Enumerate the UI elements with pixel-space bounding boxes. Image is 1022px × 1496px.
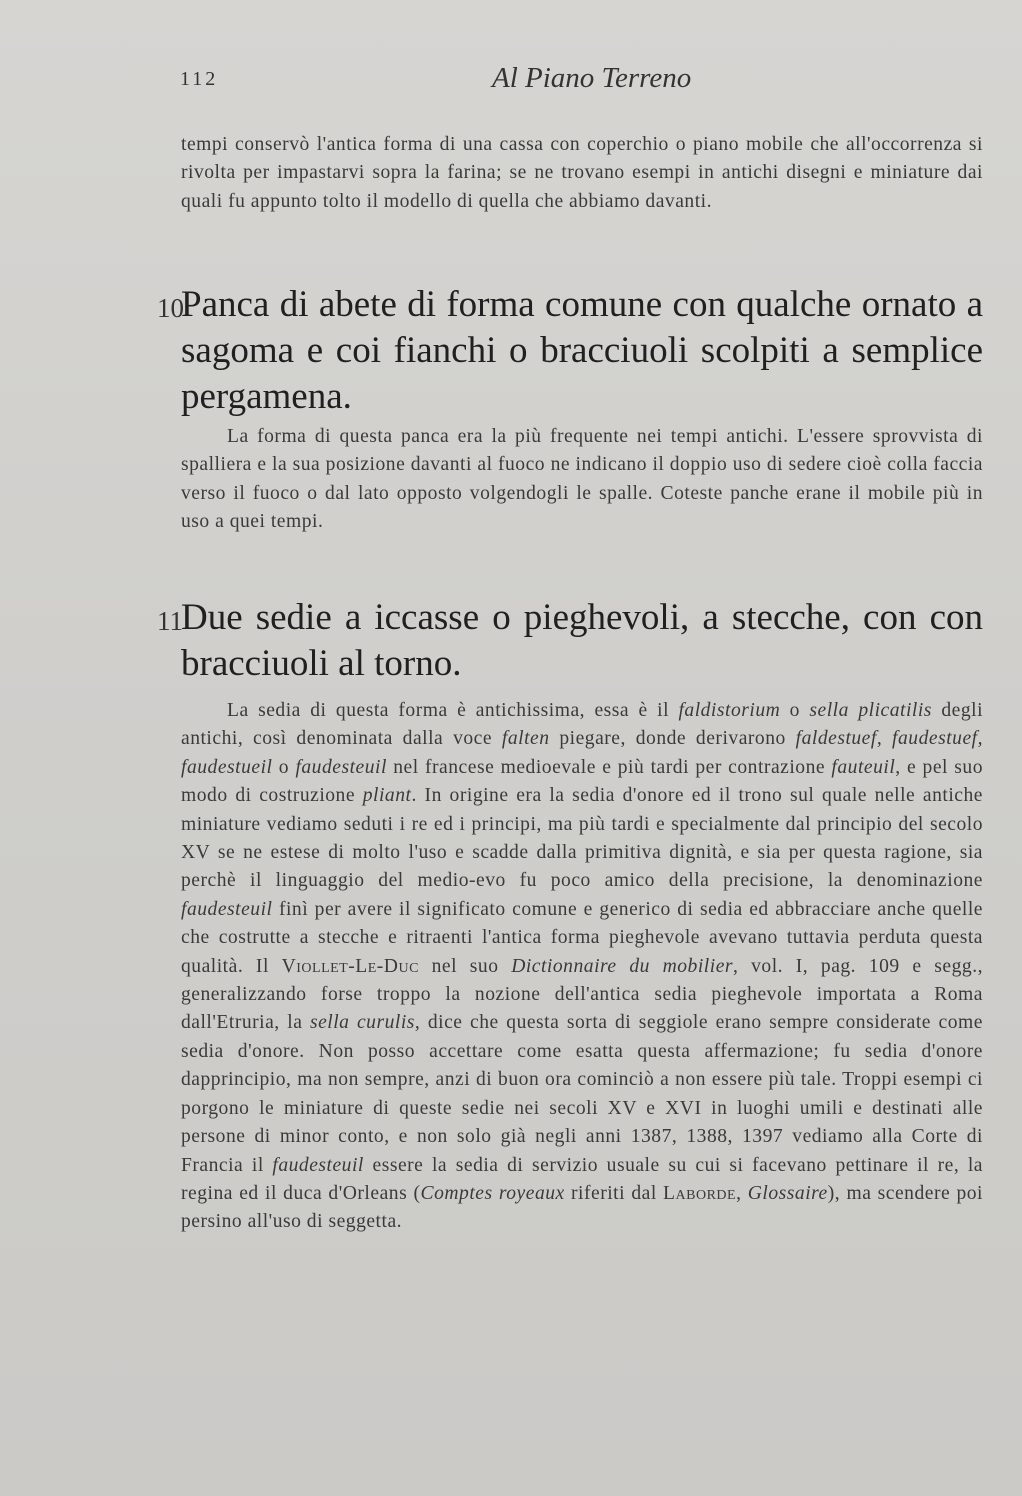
italic-term: faldestuef, faudestuef, faudestueil — [181, 728, 983, 778]
item-10-title: Panca di abete di forma comune con qualche ornato a sagoma e coi fianchi o bracciuoli scolpiti a semplice pergamena. — [181, 284, 983, 417]
item-11-heading — [157, 595, 983, 687]
text-run: nel francese medioevale e più tardi per contrazione — [386, 756, 832, 778]
italic-term: pliant — [362, 785, 412, 807]
text-run: finì per avere il significato comune e generico di sedia ed abbracciare anche quelle che costrutte a stecche e ritraenti l'antica forma pieghevole avevano tuttavia perduta questa qualità. Il — [181, 898, 983, 977]
author-name: Laborde — [663, 1182, 737, 1204]
intro-paragraph: tempi conservò l'antica forma di una cassa con coperchio o piano mobile che all'occorrenza si rivolta per impastarvi sopra la farina; se ne trovano esempi in antichi disegni e miniature dai quali fu appunto tolto il modello di quella che abbiamo davanti. — [181, 134, 983, 212]
text-run: o — [780, 700, 810, 721]
item-10-text: La forma di questa panca era la più frequente nei tempi antichi. L'essere sprovvista di spalliera e la sua posizione davanti al fuoco ne indicano il doppio uso di sedere cioè colla faccia verso il fuoco o dal lato opposto volgendogli le spalle. Coteste panche erane il mobile più in uso a quei tempi. — [181, 426, 983, 533]
item-10-number: 10 — [157, 293, 184, 323]
item-10-heading — [157, 282, 983, 420]
text-run: , — [736, 1182, 748, 1204]
text-run: o — [272, 756, 296, 778]
text-run: , dice che questa sorta di seggiole erano sempre considerate come sedia d'onore. Non posso accettare come esatta questa affermazione; fu sedia d'onore dapprincipio, ma non sempre, anzi di buon ora cominciò a non essere più tale. Troppi esempi ci porgono le miniature di queste sedie nei secoli XV e XVI in luoghi umili e destinati alle persone di minor conto, e non solo già negli anni 1387, 1388, 1397 vediamo alla Corte di Francia il — [181, 1012, 983, 1176]
italic-term: faudesteuil — [272, 1154, 364, 1176]
italic-term: falten — [501, 728, 550, 750]
text-run: La sedia di questa forma è antichissima, essa è il — [227, 700, 679, 721]
italic-term: sella plicatilis — [809, 700, 932, 721]
item-11-number: 11 — [157, 606, 183, 636]
italic-term: Glossaire — [747, 1182, 828, 1204]
text-run: , e pel suo modo di costruzione — [181, 756, 984, 807]
author-name: Viollet-Le-Duc — [281, 955, 419, 977]
text-run: degli antichi, così denominata dalla voce — [181, 700, 984, 750]
running-head — [180, 62, 980, 98]
italic-term: faldistorium — [678, 700, 781, 721]
italic-term: faudesteuil — [181, 898, 273, 920]
running-title: Al Piano Terreno — [492, 62, 692, 94]
page-number: 112 — [180, 68, 219, 90]
text-run: essere la sedia di servizio usuale su cui si facevano pettinare il re, la regina ed il duca d'Orleans ( — [181, 1154, 984, 1204]
italic-term: Comptes royeaux — [420, 1182, 565, 1204]
text-run: nel suo — [418, 955, 512, 977]
italic-term: faudesteuil — [295, 756, 387, 778]
text-run: riferiti dal — [564, 1182, 664, 1204]
italic-term: sella curulis — [309, 1012, 415, 1034]
text-run: piegare, donde derivarono — [549, 728, 796, 750]
italic-term: Dictionnaire du mobilier — [511, 955, 734, 977]
text-run: , vol. I, pag. 109 e segg., generalizzando forse troppo la nozione dell'antica sedia pieghevole importata a Roma dall'Etruria, la — [181, 955, 983, 1034]
item-11-paragraph — [181, 697, 983, 1237]
item-10-paragraph — [181, 423, 983, 537]
text-run: . In origine era la sedia d'onore ed il trono sul quale nelle antiche miniature vediamo seduti i re ed i principi, ma più tardi e specialmente dal principio del secolo XV se ne estese di molto l'uso e scadde dalla primitiva dignità, e sia per questa ragione, sia perchè il linguaggio del medio-evo fu poco amico della precisione, la denominazione — [181, 785, 983, 892]
item-11-title: Due sedie a iccasse o pieghevoli, a stecche, con con bracciuoli al torno. — [181, 597, 983, 684]
text-run: ), ma scendere poi persino all'uso di seggetta. — [181, 1182, 984, 1233]
italic-term: fauteuil — [831, 756, 896, 778]
